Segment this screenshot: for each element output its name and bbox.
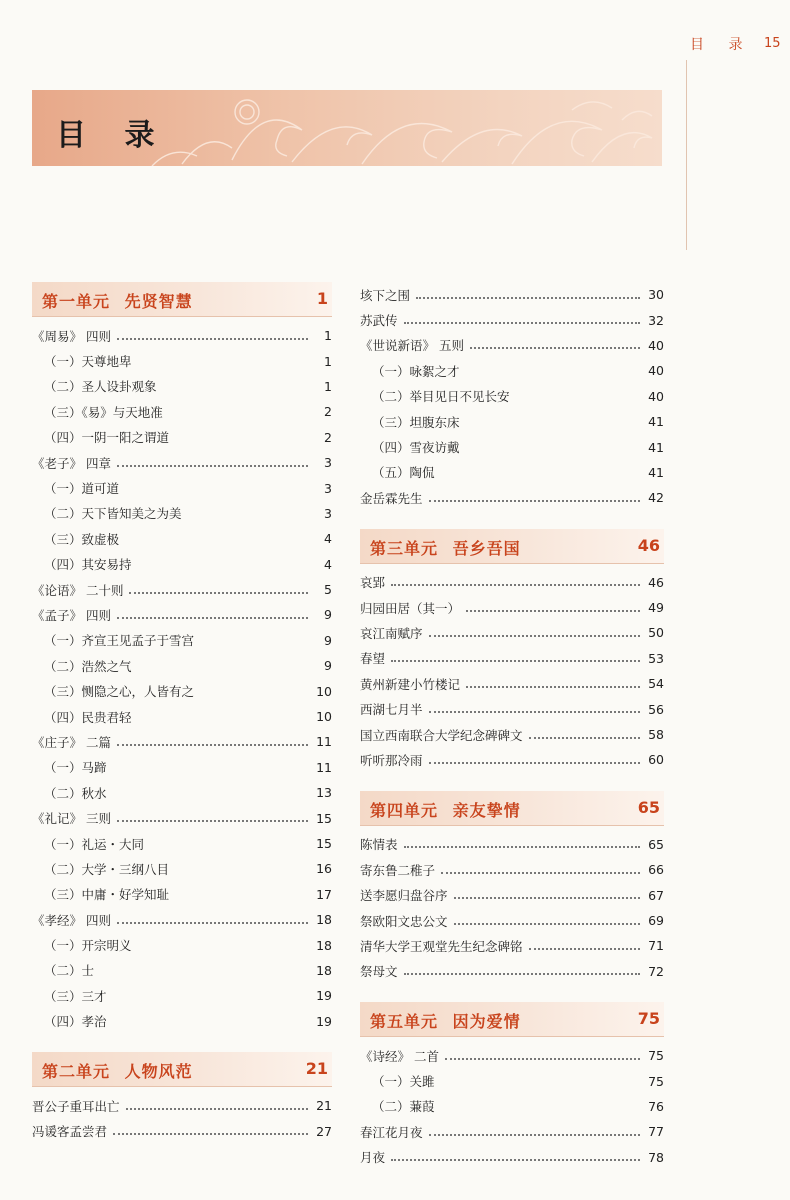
- toc-entry[interactable]: [360, 1043, 664, 1068]
- entry-page-number: 19: [316, 988, 332, 1004]
- toc-right-column: [360, 282, 664, 1170]
- toc-subentry[interactable]: [360, 1068, 664, 1093]
- entry-title: 祭欧阳文忠公文: [360, 913, 448, 929]
- dot-leader: [117, 820, 308, 822]
- entry-page-number: 75: [648, 1048, 664, 1064]
- toc-entry[interactable]: [360, 696, 664, 721]
- toc-entry[interactable]: [32, 729, 332, 754]
- entry-page-number: 41: [648, 464, 664, 480]
- toc-subentry[interactable]: [32, 628, 332, 653]
- toc-left-column: [32, 282, 332, 1144]
- entry-title: 冯谖客孟尝君: [32, 1124, 108, 1140]
- entry-title: （二）天下皆知美之为美: [44, 506, 182, 522]
- entry-title: 寄东鲁二稚子: [360, 862, 436, 878]
- entry-title: （二）举目见日不见长安: [372, 389, 510, 405]
- unit-heading[interactable]: [360, 791, 664, 826]
- entry-title: 清华大学王观堂先生纪念碑铭: [360, 938, 523, 954]
- toc-entry[interactable]: [360, 595, 664, 620]
- dot-leader: [466, 686, 640, 688]
- entry-title: （二）秋水: [44, 785, 107, 801]
- entry-page-number: 15: [316, 810, 332, 826]
- entry-page-number: 18: [316, 962, 332, 978]
- entry-page-number: 5: [324, 582, 332, 598]
- entry-page-number: 75: [648, 1073, 664, 1089]
- entry-title: （四）孝治: [44, 1014, 107, 1030]
- entry-title: （一）开宗明义: [44, 938, 132, 954]
- toc-subentry[interactable]: [32, 958, 332, 983]
- entry-title: （一）天尊地卑: [44, 354, 132, 370]
- dot-leader: [454, 897, 640, 899]
- entry-page-number: 19: [316, 1013, 332, 1029]
- entry-page-number: 54: [648, 676, 664, 692]
- unit-page-number: 75: [637, 1008, 660, 1028]
- page-number: 15: [764, 36, 781, 51]
- entry-title: （二）圣人设卦观象: [44, 379, 157, 395]
- entry-title: （一）马蹄: [44, 760, 107, 776]
- dot-leader: [529, 737, 640, 739]
- entry-title: （一）礼运・大同: [44, 836, 145, 852]
- entry-title: （一）咏絮之才: [372, 363, 460, 379]
- toc-subentry[interactable]: [32, 374, 332, 399]
- unit-title: 第三单元 吾乡吾国: [370, 538, 521, 558]
- entry-page-number: 66: [648, 862, 664, 878]
- entry-page-number: 17: [316, 886, 332, 902]
- dot-leader: [529, 948, 640, 950]
- toc-entry[interactable]: [360, 671, 664, 696]
- entry-title: （三）恻隐之心，人皆有之: [44, 684, 195, 700]
- entry-page-number: 16: [316, 861, 332, 877]
- toc-entry[interactable]: [360, 832, 664, 857]
- section-gap: [32, 1034, 332, 1052]
- entry-page-number: 53: [648, 650, 664, 666]
- dot-leader: [117, 338, 308, 340]
- entry-title: 《老子》 四章: [32, 455, 111, 471]
- entry-page-number: 1: [324, 353, 332, 369]
- dot-leader: [113, 1133, 308, 1135]
- entry-page-number: 2: [324, 404, 332, 420]
- dot-leader: [429, 711, 640, 713]
- unit-heading[interactable]: [360, 1002, 664, 1037]
- entry-title: 祭母文: [360, 964, 398, 980]
- entry-title: 《论语》 二十则: [32, 582, 124, 598]
- toc-entry[interactable]: [32, 805, 332, 830]
- entry-page-number: 11: [316, 734, 332, 750]
- dot-leader: [404, 322, 640, 324]
- entry-title: 月夜: [360, 1150, 386, 1166]
- entry-page-number: 30: [648, 287, 664, 303]
- toc-entry[interactable]: [32, 1093, 332, 1118]
- toc-subentry[interactable]: [32, 653, 332, 678]
- toc-subentry[interactable]: [32, 552, 332, 577]
- entry-page-number: 60: [648, 752, 664, 768]
- toc-entry[interactable]: [32, 577, 332, 602]
- toc-entry[interactable]: [32, 907, 332, 932]
- toc-subentry[interactable]: [32, 348, 332, 373]
- entry-title: 陈情表: [360, 837, 398, 853]
- entry-page-number: 4: [324, 531, 332, 547]
- toc-subentry[interactable]: [32, 425, 332, 450]
- unit-page-number: 1: [316, 289, 328, 308]
- entry-title: （二）蒹葭: [372, 1099, 435, 1115]
- toc-subentry[interactable]: [32, 882, 332, 907]
- unit-title: 第二单元 人物风范: [42, 1061, 193, 1081]
- toc-subentry[interactable]: [360, 460, 664, 485]
- toc-entry[interactable]: [360, 1145, 664, 1170]
- entry-page-number: 46: [648, 574, 664, 590]
- entry-title: 《周易》 四则: [32, 328, 111, 344]
- entry-title: 金岳霖先生: [360, 490, 423, 506]
- section-gap: [360, 773, 664, 791]
- toc-entry[interactable]: [360, 959, 664, 984]
- entry-page-number: 13: [316, 785, 332, 801]
- entry-title: 《诗经》 二首: [360, 1048, 439, 1064]
- toc-entry[interactable]: [360, 620, 664, 645]
- entry-title: （二）大学・三纲八目: [44, 861, 170, 877]
- entry-page-number: 65: [648, 836, 664, 852]
- toc-subentry[interactable]: [32, 1009, 332, 1034]
- entry-page-number: 56: [648, 701, 664, 717]
- dot-leader: [117, 617, 308, 619]
- entry-page-number: 40: [648, 337, 664, 353]
- entry-title: （三）致虚极: [44, 531, 120, 547]
- entry-page-number: 9: [324, 632, 332, 648]
- entry-title: 垓下之围: [360, 287, 411, 303]
- toc-subentry[interactable]: [32, 501, 332, 526]
- dot-leader: [441, 872, 640, 874]
- entry-page-number: 3: [324, 505, 332, 521]
- toc-subentry[interactable]: [32, 399, 332, 424]
- entry-title: （五）陶侃: [372, 465, 435, 481]
- entry-page-number: 18: [316, 912, 332, 928]
- entry-title: 《孟子》 四则: [32, 607, 111, 623]
- dot-leader: [126, 1108, 308, 1110]
- entry-title: （三）《易》与天地准: [44, 404, 163, 420]
- entry-title: 《庄子》 二篇: [32, 734, 111, 750]
- entry-title: （一）齐宣王见孟子于雪宫: [44, 633, 195, 649]
- entry-title: 西湖七月半: [360, 702, 423, 718]
- unit-page-number: 46: [637, 535, 660, 555]
- entry-page-number: 3: [324, 455, 332, 471]
- toc-subentry[interactable]: [32, 831, 332, 856]
- unit-heading[interactable]: [360, 529, 664, 564]
- toc-subentry[interactable]: [32, 526, 332, 551]
- toc-subentry[interactable]: [360, 434, 664, 459]
- dot-leader: [404, 973, 640, 975]
- toc-entry[interactable]: [32, 602, 332, 627]
- entry-page-number: 2: [324, 429, 332, 445]
- toc-entry[interactable]: [360, 882, 664, 907]
- toc-subentry[interactable]: [32, 704, 332, 729]
- entry-title: 《世说新语》 五则: [360, 338, 464, 354]
- entry-title: 苏武传: [360, 313, 398, 329]
- entry-page-number: 76: [648, 1098, 664, 1114]
- entry-title: 哀江南赋序: [360, 625, 423, 641]
- toc-subentry[interactable]: [32, 983, 332, 1008]
- contents-banner: [32, 90, 662, 166]
- section-gap: [360, 984, 664, 1002]
- entry-title: 春望: [360, 651, 386, 667]
- dot-leader: [445, 1058, 640, 1060]
- entry-page-number: 10: [316, 709, 332, 725]
- dot-leader: [470, 347, 640, 349]
- toc-entry[interactable]: [32, 450, 332, 475]
- section-gap: [360, 511, 664, 529]
- entry-page-number: 3: [324, 480, 332, 496]
- entry-page-number: 32: [648, 312, 664, 328]
- entry-title: 国立西南联合大学纪念碑碑文: [360, 727, 523, 743]
- entry-page-number: 21: [316, 1098, 332, 1114]
- entry-page-number: 58: [648, 727, 664, 743]
- toc-subentry[interactable]: [360, 1094, 664, 1119]
- entry-title: （一）道可道: [44, 481, 120, 497]
- toc-subentry[interactable]: [32, 475, 332, 500]
- dot-leader: [454, 923, 640, 925]
- dot-leader: [129, 592, 308, 594]
- toc-entry[interactable]: [360, 485, 664, 510]
- entry-title: （三）三才: [44, 988, 107, 1004]
- toc-entry[interactable]: [360, 722, 664, 747]
- toc-subentry[interactable]: [32, 932, 332, 957]
- toc-subentry[interactable]: [360, 409, 664, 434]
- toc-entry[interactable]: [32, 323, 332, 348]
- toc-entry[interactable]: [360, 908, 664, 933]
- toc-entry[interactable]: [360, 307, 664, 332]
- dot-leader: [391, 584, 640, 586]
- entry-page-number: 41: [648, 439, 664, 455]
- entry-page-number: 67: [648, 887, 664, 903]
- toc-subentry[interactable]: [32, 755, 332, 780]
- entry-title: （四）一阴一阳之谓道: [44, 430, 170, 446]
- entry-title: （四）民贵君轻: [44, 709, 132, 725]
- entry-page-number: 69: [648, 913, 664, 928]
- entry-title: （三）坦腹东床: [372, 414, 460, 430]
- entry-title: 送李愿归盘谷序: [360, 888, 448, 904]
- unit-heading[interactable]: [32, 1052, 332, 1087]
- toc-entry[interactable]: [360, 1119, 664, 1144]
- toc-entry[interactable]: [32, 1118, 332, 1143]
- entry-title: （二）士: [44, 963, 95, 979]
- dot-leader: [429, 1134, 640, 1136]
- entry-title: （三）中庸・好学知耻: [44, 887, 170, 903]
- dot-leader: [429, 762, 640, 764]
- toc-subentry[interactable]: [360, 384, 664, 409]
- toc-subentry[interactable]: [32, 780, 332, 805]
- entry-page-number: 50: [648, 625, 664, 641]
- entry-title: 归园田居（其一）: [360, 600, 461, 616]
- toc-entry[interactable]: [360, 646, 664, 671]
- toc-entry[interactable]: [360, 857, 664, 882]
- unit-page-number: 65: [637, 797, 660, 817]
- dot-leader: [429, 500, 640, 502]
- dot-leader: [117, 922, 308, 924]
- toc-entry[interactable]: [360, 570, 664, 595]
- dot-leader: [117, 465, 308, 467]
- entry-page-number: 77: [648, 1124, 664, 1140]
- entry-title: （一）关雎: [372, 1074, 435, 1090]
- dot-leader: [404, 846, 640, 848]
- entry-title: 《孝经》 四则: [32, 912, 111, 928]
- toc-entry[interactable]: [360, 933, 664, 958]
- entry-page-number: 9: [324, 607, 332, 623]
- toc-subentry[interactable]: [360, 358, 664, 383]
- entry-page-number: 40: [648, 363, 664, 379]
- dot-leader: [429, 635, 640, 637]
- dot-leader: [416, 297, 640, 299]
- toc-subentry[interactable]: [32, 678, 332, 703]
- entry-page-number: 1: [324, 328, 332, 344]
- entry-page-number: 78: [648, 1149, 664, 1165]
- dot-leader: [391, 1159, 640, 1161]
- entry-page-number: 9: [324, 658, 332, 674]
- dot-leader: [466, 610, 640, 612]
- unit-heading[interactable]: [32, 282, 332, 317]
- margin-rule: [686, 60, 687, 250]
- unit-page-number: 21: [305, 1058, 328, 1078]
- entry-page-number: 41: [648, 414, 664, 430]
- toc-subentry[interactable]: [32, 856, 332, 881]
- entry-page-number: 15: [316, 836, 332, 851]
- entry-page-number: 18: [316, 937, 332, 953]
- entry-page-number: 1: [324, 378, 332, 394]
- dot-leader: [117, 744, 308, 746]
- entry-title: （二）浩然之气: [44, 658, 132, 674]
- entry-title: 哀郢: [360, 575, 386, 591]
- entry-title: 晋公子重耳出亡: [32, 1098, 120, 1114]
- entry-page-number: 71: [648, 938, 664, 954]
- entry-page-number: 72: [648, 963, 664, 979]
- entry-page-number: 42: [648, 490, 664, 506]
- entry-title: 黄州新建小竹楼记: [360, 676, 461, 692]
- running-title: 目 录: [690, 37, 753, 53]
- dot-leader: [391, 660, 640, 662]
- toc-entry[interactable]: [360, 282, 664, 307]
- entry-page-number: 4: [324, 556, 332, 572]
- entry-title: 春江花月夜: [360, 1124, 423, 1140]
- entry-page-number: 10: [316, 683, 332, 699]
- unit-title: 第一单元 先贤智慧: [42, 292, 193, 311]
- contents-title: 目 录: [56, 118, 169, 153]
- unit-title: 第五单元 因为爱情: [370, 1011, 521, 1031]
- entry-title: （四）雪夜访戴: [372, 440, 460, 456]
- entry-title: 《礼记》 三则: [32, 811, 111, 827]
- entry-title: （四）其安易持: [44, 557, 132, 573]
- entry-page-number: 27: [316, 1123, 332, 1139]
- toc-entry[interactable]: [360, 747, 664, 772]
- entry-page-number: 11: [316, 759, 332, 775]
- entry-title: 听听那冷雨: [360, 752, 423, 768]
- toc-entry[interactable]: [360, 333, 664, 358]
- entry-page-number: 40: [648, 388, 664, 404]
- entry-page-number: 49: [648, 600, 664, 616]
- unit-title: 第四单元 亲友挚情: [370, 800, 521, 820]
